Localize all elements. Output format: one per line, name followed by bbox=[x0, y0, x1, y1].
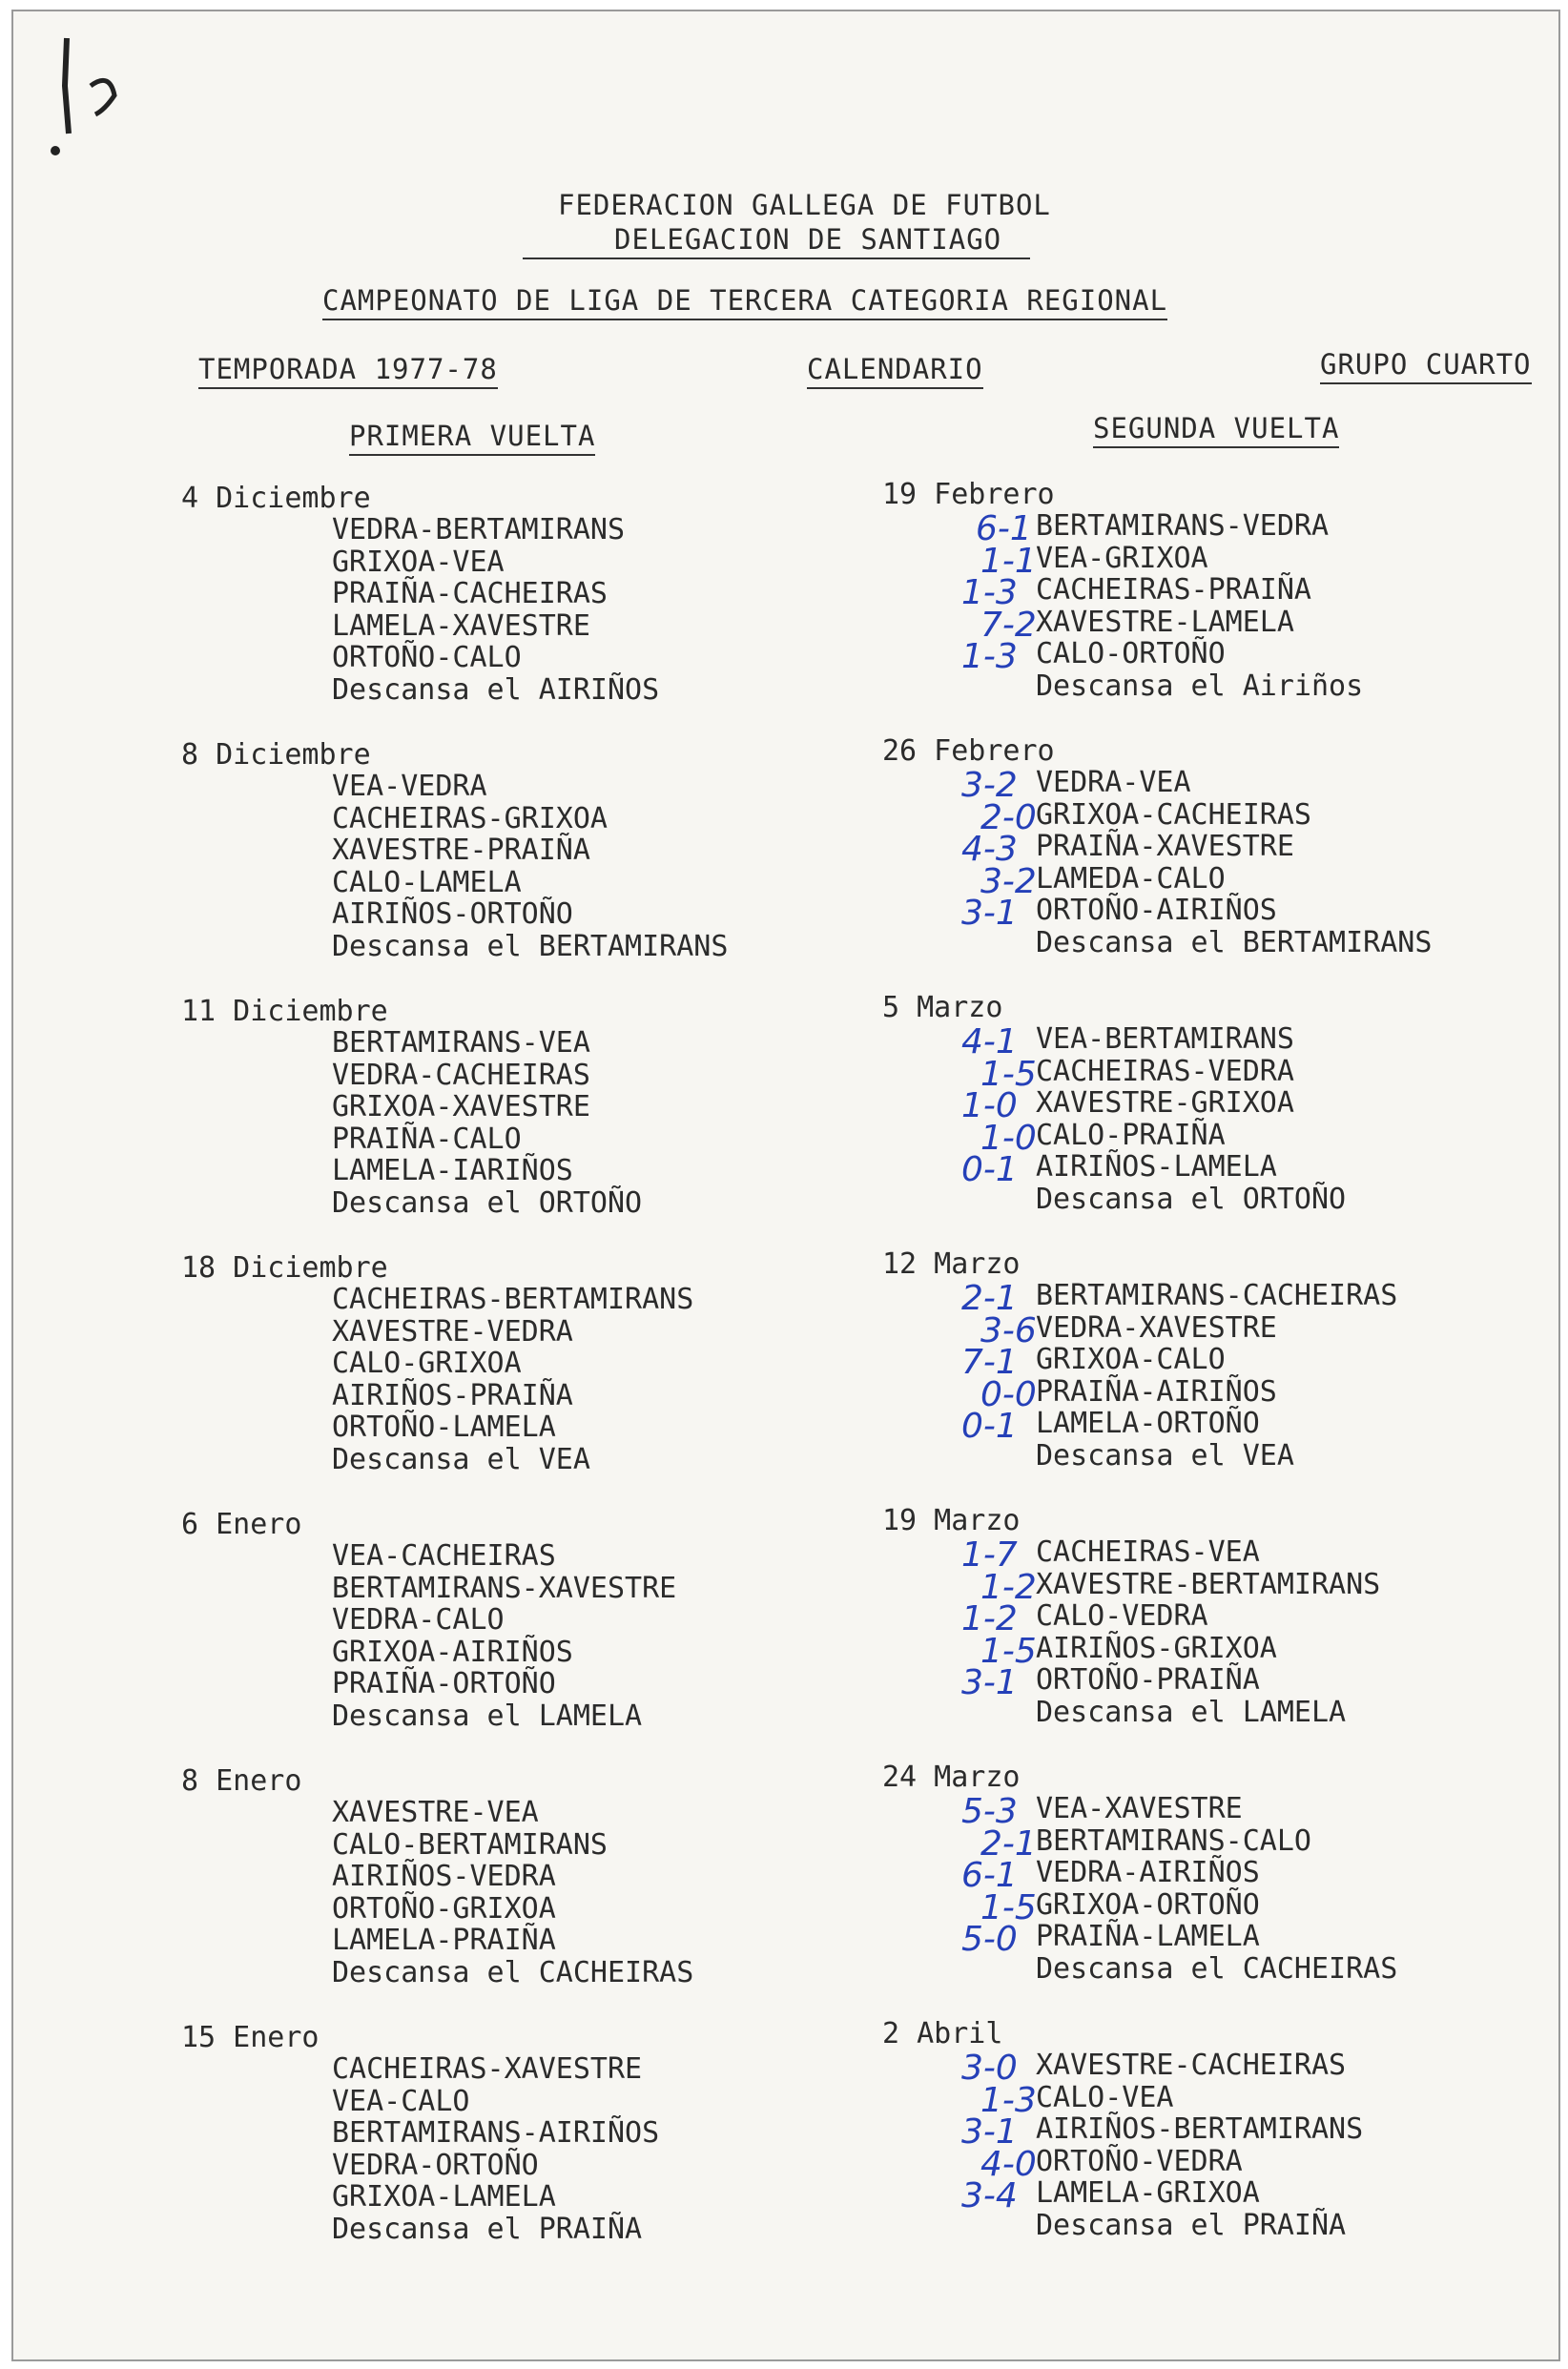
match-fixture: LAMELA-XAVESTRE bbox=[332, 608, 590, 643]
round-date: 5 Marzo bbox=[882, 991, 1003, 1024]
match-fixture: GRIXOA-CACHEIRAS bbox=[1036, 797, 1311, 832]
match-fixture: VEDRA-XAVESTRE bbox=[1036, 1310, 1277, 1345]
match-fixture: PRAIÑA-CACHEIRAS bbox=[332, 577, 608, 610]
second-leg-title: SEGUNDA VUELTA bbox=[1093, 412, 1339, 448]
first-leg-title: PRIMERA VUELTA bbox=[349, 420, 595, 456]
match-fixture: GRIXOA-CALO bbox=[1036, 1343, 1226, 1376]
match-fixture: LAMELA-GRIXOA bbox=[1036, 2176, 1260, 2210]
handwritten-score: 3-4 bbox=[961, 2176, 1018, 2215]
match-fixture: CALO-PRAIÑA bbox=[1036, 1118, 1226, 1152]
round-date: 8 Enero bbox=[181, 1764, 302, 1798]
handwritten-score: 1-5 bbox=[980, 1054, 1037, 1094]
handwritten-score: 1-5 bbox=[980, 1887, 1037, 1927]
match-fixture: AIRIÑOS-VEDRA bbox=[332, 1860, 556, 1893]
match-fixture: VEDRA-CACHEIRAS bbox=[332, 1058, 590, 1092]
handwritten-score: 5-3 bbox=[961, 1792, 1018, 1831]
handwritten-score: 7-2 bbox=[980, 605, 1037, 645]
handwritten-score: 7-1 bbox=[961, 1343, 1018, 1382]
match-fixture: GRIXOA-VEA bbox=[332, 545, 505, 579]
round-date: 15 Enero bbox=[181, 2021, 320, 2054]
round-date: 6 Enero bbox=[181, 1508, 302, 1541]
group-label: GRUPO CUARTO bbox=[1320, 348, 1532, 384]
championship-title: CAMPEONATO DE LIGA DE TERCERA CATEGORIA REGIONAL bbox=[322, 284, 1167, 320]
match-fixture: VEDRA-BERTAMIRANS bbox=[332, 513, 626, 546]
round-date: 18 Diciembre bbox=[181, 1251, 388, 1285]
match-fixture: ORTOÑO-CALO bbox=[332, 641, 522, 674]
match-fixture: PRAIÑA-LAMELA bbox=[1036, 1920, 1260, 1953]
rest-team-note: Descansa el ORTOÑO bbox=[332, 1185, 643, 1220]
match-fixture: BERTAMIRANS-CALO bbox=[1036, 1823, 1311, 1858]
rest-team-note: Descansa el CACHEIRAS bbox=[332, 1955, 694, 1989]
match-fixture: VEA-VEDRA bbox=[332, 770, 487, 803]
match-fixture: VEDRA-CALO bbox=[332, 1603, 505, 1637]
match-fixture: XAVESTRE-GRIXOA bbox=[1036, 1086, 1294, 1120]
handwritten-score: 6-1 bbox=[976, 509, 1032, 548]
round-date: 11 Diciembre bbox=[181, 995, 388, 1028]
handwritten-score: 1-7 bbox=[961, 1535, 1018, 1575]
handwritten-score: 2-1 bbox=[961, 1279, 1018, 1318]
round-date: 19 Febrero bbox=[882, 478, 1055, 511]
match-fixture: CACHEIRAS-BERTAMIRANS bbox=[332, 1283, 694, 1316]
rest-team-note: Descansa el Airiños bbox=[1036, 669, 1364, 703]
match-fixture: AIRIÑOS-BERTAMIRANS bbox=[1036, 2112, 1364, 2146]
match-fixture: PRAIÑA-XAVESTRE bbox=[1036, 830, 1294, 863]
round-date: 19 Marzo bbox=[882, 1504, 1021, 1537]
match-fixture: ORTOÑO-GRIXOA bbox=[332, 1891, 556, 1926]
match-fixture: AIRIÑOS-GRIXOA bbox=[1036, 1631, 1277, 1665]
match-fixture: GRIXOA-ORTOÑO bbox=[1036, 1887, 1260, 1922]
match-fixture: BERTAMIRANS-VEDRA bbox=[1036, 509, 1330, 543]
match-fixture: CALO-GRIXOA bbox=[332, 1347, 522, 1380]
handwritten-score: 1-2 bbox=[961, 1599, 1018, 1638]
round-date: 12 Marzo bbox=[882, 1247, 1021, 1281]
match-fixture: VEDRA-ORTOÑO bbox=[332, 2148, 539, 2182]
match-fixture: PRAIÑA-AIRIÑOS bbox=[1036, 1374, 1277, 1409]
match-fixture: GRIXOA-LAMELA bbox=[332, 2180, 556, 2214]
handwritten-score: 1-5 bbox=[980, 1631, 1037, 1671]
match-fixture: ORTOÑO-PRAIÑA bbox=[1036, 1663, 1260, 1697]
match-fixture: XAVESTRE-VEDRA bbox=[332, 1314, 573, 1349]
match-fixture: LAMELA-IARIÑOS bbox=[332, 1154, 573, 1187]
rest-team-note: Descansa el AIRIÑOS bbox=[332, 672, 660, 707]
handwritten-score: 1-1 bbox=[980, 541, 1037, 581]
season-label: TEMPORADA 1977-78 bbox=[198, 353, 498, 389]
handwritten-score: 1-0 bbox=[980, 1118, 1037, 1158]
rest-team-note: Descansa el VEA bbox=[332, 1442, 590, 1476]
match-fixture: VEDRA-VEA bbox=[1036, 766, 1191, 799]
match-fixture: AIRIÑOS-LAMELA bbox=[1036, 1150, 1277, 1184]
round-date: 24 Marzo bbox=[882, 1761, 1021, 1794]
calendar-label: CALENDARIO bbox=[807, 353, 983, 389]
rest-team-note: Descansa el ORTOÑO bbox=[1036, 1182, 1347, 1216]
handwritten-score: 4-3 bbox=[961, 830, 1018, 869]
handwritten-corner-mark bbox=[38, 29, 143, 162]
match-fixture: ORTOÑO-AIRIÑOS bbox=[1036, 894, 1277, 927]
match-fixture: AIRIÑOS-PRAIÑA bbox=[332, 1378, 573, 1412]
match-fixture: CACHEIRAS-VEDRA bbox=[1036, 1054, 1294, 1088]
handwritten-score: 3-0 bbox=[961, 2049, 1018, 2088]
handwritten-score: 1-0 bbox=[961, 1086, 1018, 1125]
match-fixture: XAVESTRE-PRAIÑA bbox=[332, 834, 590, 867]
match-fixture: VEA-BERTAMIRANS bbox=[1036, 1022, 1294, 1056]
rest-team-note: Descansa el CACHEIRAS bbox=[1036, 1951, 1398, 1986]
rest-team-note: Descansa el PRAIÑA bbox=[332, 2212, 643, 2246]
match-fixture: VEA-XAVESTRE bbox=[1036, 1792, 1243, 1825]
match-fixture: XAVESTRE-BERTAMIRANS bbox=[1036, 1567, 1381, 1601]
handwritten-score: 4-1 bbox=[961, 1022, 1018, 1061]
match-fixture: XAVESTRE-CACHEIRAS bbox=[1036, 2049, 1347, 2082]
match-fixture: VEA-CACHEIRAS bbox=[332, 1539, 556, 1573]
rest-team-note: Descansa el VEA bbox=[1036, 1438, 1294, 1473]
handwritten-score: 0-0 bbox=[980, 1374, 1037, 1414]
handwritten-score: 1-3 bbox=[961, 637, 1018, 676]
handwritten-score: 3-1 bbox=[961, 894, 1018, 933]
handwritten-score: 1-2 bbox=[980, 1567, 1037, 1607]
match-fixture: ORTOÑO-LAMELA bbox=[332, 1411, 556, 1444]
match-fixture: PRAIÑA-CALO bbox=[332, 1122, 522, 1156]
handwritten-score: 3-1 bbox=[961, 1663, 1018, 1702]
rest-team-note: Descansa el BERTAMIRANS bbox=[332, 929, 729, 963]
match-fixture: GRIXOA-AIRIÑOS bbox=[332, 1635, 573, 1669]
match-fixture: AIRIÑOS-ORTOÑO bbox=[332, 897, 573, 931]
match-fixture: LAMEDA-CALO bbox=[1036, 861, 1226, 896]
match-fixture: CACHEIRAS-PRAIÑA bbox=[1036, 573, 1311, 607]
match-fixture: BERTAMIRANS-XAVESTRE bbox=[332, 1571, 677, 1605]
match-fixture: LAMELA-PRAIÑA bbox=[332, 1924, 556, 1957]
delegation-title: DELEGACION DE SANTIAGO bbox=[523, 223, 1030, 259]
match-fixture: VEDRA-AIRIÑOS bbox=[1036, 1856, 1260, 1889]
match-fixture: XAVESTRE-LAMELA bbox=[1036, 605, 1294, 639]
match-fixture: BERTAMIRANS-AIRIÑOS bbox=[332, 2116, 660, 2150]
match-fixture: PRAIÑA-ORTOÑO bbox=[332, 1667, 556, 1700]
match-fixture: CACHEIRAS-GRIXOA bbox=[332, 801, 608, 835]
round-date: 8 Diciembre bbox=[181, 738, 371, 772]
handwritten-score: 3-1 bbox=[961, 2112, 1018, 2152]
handwritten-score: 4-0 bbox=[980, 2144, 1037, 2184]
match-fixture: BERTAMIRANS-VEA bbox=[332, 1026, 590, 1060]
match-fixture: CACHEIRAS-VEA bbox=[1036, 1535, 1260, 1569]
handwritten-score: 1-3 bbox=[961, 573, 1018, 612]
match-fixture: BERTAMIRANS-CACHEIRAS bbox=[1036, 1279, 1398, 1312]
match-fixture: ORTOÑO-VEDRA bbox=[1036, 2144, 1243, 2178]
round-date: 4 Diciembre bbox=[181, 482, 371, 515]
federation-title: FEDERACION GALLEGA DE FUTBOL bbox=[558, 189, 1051, 221]
handwritten-score: 1-3 bbox=[980, 2080, 1037, 2120]
match-fixture: CALO-ORTOÑO bbox=[1036, 637, 1226, 670]
match-fixture: XAVESTRE-VEA bbox=[332, 1796, 539, 1829]
handwritten-score: 3-6 bbox=[980, 1310, 1037, 1350]
match-fixture: CALO-BERTAMIRANS bbox=[332, 1827, 608, 1862]
handwritten-score: 0-1 bbox=[961, 1150, 1018, 1189]
rest-team-note: Descansa el PRAIÑA bbox=[1036, 2208, 1347, 2242]
match-fixture: LAMELA-ORTOÑO bbox=[1036, 1407, 1260, 1440]
handwritten-score: 0-1 bbox=[961, 1407, 1018, 1446]
match-fixture: CALO-VEDRA bbox=[1036, 1599, 1208, 1633]
rest-team-note: Descansa el LAMELA bbox=[1036, 1695, 1347, 1729]
match-fixture: VEA-CALO bbox=[332, 2084, 470, 2118]
handwritten-score: 2-0 bbox=[980, 797, 1037, 837]
match-fixture: CALO-LAMELA bbox=[332, 865, 522, 899]
rest-team-note: Descansa el LAMELA bbox=[332, 1699, 643, 1733]
handwritten-score: 2-1 bbox=[980, 1823, 1037, 1864]
handwritten-score: 5-0 bbox=[961, 1920, 1018, 1959]
match-fixture: GRIXOA-XAVESTRE bbox=[332, 1090, 590, 1123]
match-fixture: VEA-GRIXOA bbox=[1036, 541, 1208, 575]
rest-team-note: Descansa el BERTAMIRANS bbox=[1036, 925, 1433, 959]
handwritten-score: 6-1 bbox=[961, 1856, 1018, 1895]
round-date: 26 Febrero bbox=[882, 734, 1055, 768]
round-date: 2 Abril bbox=[882, 2017, 1003, 2050]
handwritten-score: 3-2 bbox=[961, 766, 1018, 805]
handwritten-score: 3-2 bbox=[980, 861, 1037, 901]
match-fixture: CACHEIRAS-XAVESTRE bbox=[332, 2052, 643, 2086]
match-fixture: CALO-VEA bbox=[1036, 2080, 1174, 2114]
